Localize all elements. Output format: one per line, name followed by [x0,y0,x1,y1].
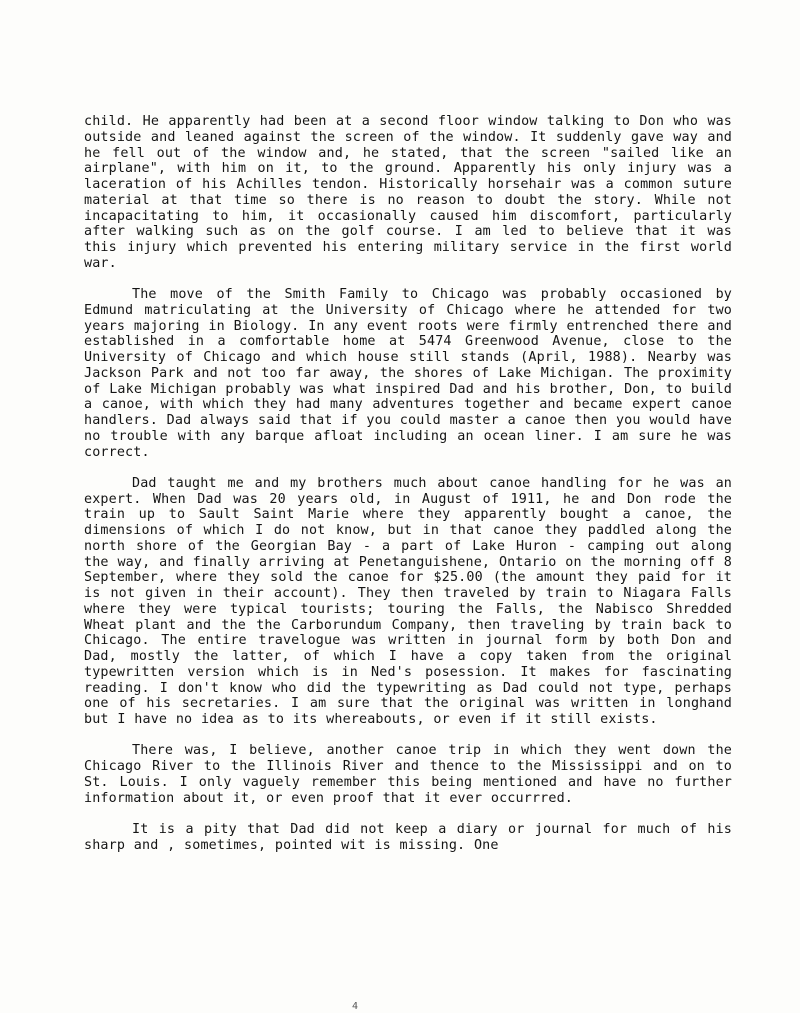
paragraph-4: There was, I believe, another canoe trip in which they went down the Chicago River to the Illinois River and thence to the Mississippi and on to St. Louis. I only vaguely remember this being mentioned and have no further information about it, or even proof that it ever occurrred. [84,743,732,806]
paragraph-1: child. He apparently had been at a second floor window talking to Don who was outside and leaned against the screen of the window. It suddenly gave way and he fell out of the window and, he stated, that the screen "sailed like an airplane", with him on it, to the ground. Apparently his only injury was a laceration of his Achilles tendon. Historically horsehair was a common suture material at that time so there is no reason to doubt the story. While not incapacitating to him, it occasionally caused him discomfort, particularly after walking such as on the golf course. I am led to believe that it was this injury which prevented his entering military service in the first world war. [84,114,732,271]
document-body [84,114,732,853]
paragraph-5: It is a pity that Dad did not keep a diary or journal for much of his sharp and , sometimes, pointed wit is missing. One [84,821,732,853]
paragraph-2: The move of the Smith Family to Chicago was probably occasioned by Edmund matriculating at the University of Chicago where he attended for two years majoring in Biology. In any event roots were firmly entrenched there and established in a comfortable home at 5474 Greenwood Avenue, close to the University of Chicago and which house still stands (April, 1988). Nearby was Jackson Park and not too far away, the shores of Lake Michigan. The proximity of Lake Michigan probably was what inspired Dad and his brother, Don, to build a canoe, with which they had many adventures together and became expert canoe handlers. Dad always said that if you could master a canoe then you would have no trouble with any barque afloat including an ocean liner. I am sure he was correct. [84,287,732,460]
paragraph-3: Dad taught me and my brothers much about canoe handling for he was an expert. When Dad was 20 years old, in August of 1911, he and Don rode the train up to Sault Saint Marie where they apparently bought a canoe, the dimensions of which I do not know, but in that canoe they paddled along the north shore of the Georgian Bay - a part of Lake Huron - camping out along the way, and finally arriving at Penetanguishene, Ontario on the morning off 8 September, where they sold the canoe for $25.00 (the amount they paid for it is not given in their account). They then traveled by train to Niagara Falls where they were typical tourists; touring the Falls, the Nabisco Shredded Wheat plant and the the Carborundum Company, then traveling by train back to Chicago. The entire travelogue was written in journal form by both Don and Dad, mostly the latter, of which I have a copy taken from the original typewritten version which is in Ned's posession. It makes for fascinating reading. I don't know who did the typewriting as Dad could not type, perhaps one of his secretaries. I am sure that the original was written in longhand but I have no idea as to its whereabouts, or even if it still exists. [84,475,732,727]
page-number: 4 [351,1001,359,1012]
